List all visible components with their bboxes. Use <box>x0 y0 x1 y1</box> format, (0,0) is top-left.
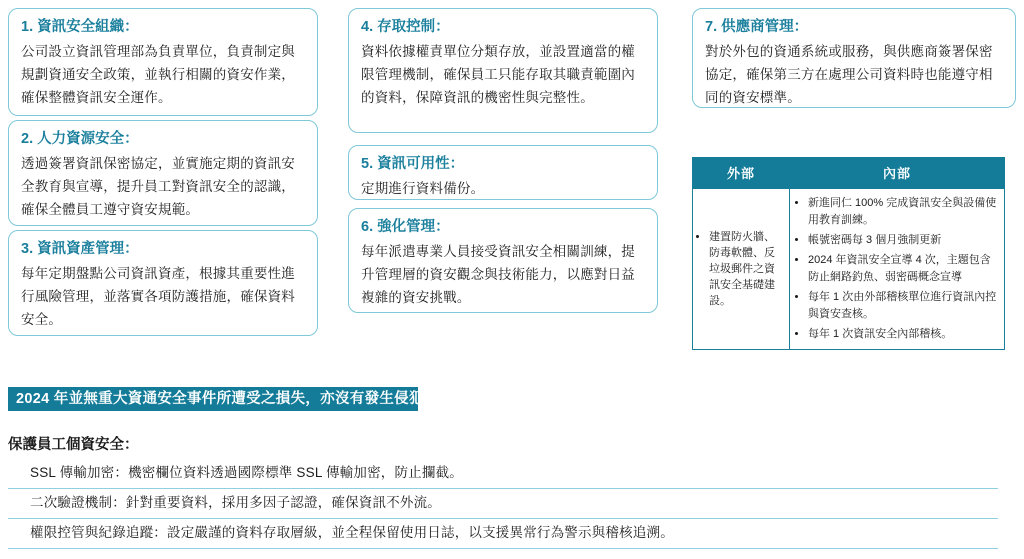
card-body: 定期進行資料備份。 <box>361 181 485 196</box>
card-title: 3. 資訊資產管理： <box>21 241 139 257</box>
card-body: 對於外包的資通系統或服務，與供應商簽署保密協定，確保第三方在處理公司資料時也能遵守相同的資安標準。 <box>705 44 993 105</box>
no-incident-banner: 2024 年並無重大資通安全事件所遭受之損失，亦沒有發生侵犯客戶隱私案件或投訴。 <box>8 387 418 411</box>
info-card-human-resource-security <box>8 120 318 226</box>
card-body: 每年派遣專業人員接受資訊安全相關訓練，提升管理層的資安觀念與技術能力，以應對日益複雜的資安挑戰。 <box>361 244 635 305</box>
list-item: • 新進同仁 100% 完成資訊安全與設備使用教育訓練。 <box>808 195 1000 229</box>
list-item: 權限控管與紀錄追蹤：設定嚴謹的資料存取層級，並全程保留使用日誌，以支援異常行為警示與稽核追溯。 <box>8 519 998 549</box>
info-card-management-enhancement <box>348 208 658 313</box>
list-item: • 帳號密碼每 3 個月強制更新 <box>808 232 1000 249</box>
security-measures-table <box>692 157 1005 350</box>
table-cell-internal <box>790 189 1005 350</box>
list-item: • 每年 1 次資訊安全內部稽核。 <box>808 326 1000 343</box>
employee-privacy-list <box>8 459 998 549</box>
info-card-access-control <box>348 8 658 133</box>
card-title: 6. 強化管理： <box>361 219 450 235</box>
card-title: 2. 人力資源安全： <box>21 131 139 147</box>
card-body: 資料依據權責單位分類存放，並設置適當的權限管理機制，確保員工只能存取其職責範圍內的資料，保障資訊的機密性與完整性。 <box>361 44 635 105</box>
list-item: SSL 傳輸加密：機密欄位資料透過國際標準 SSL 傳輸加密，防止攔截。 <box>8 459 998 489</box>
section-title-employee-privacy: 保護員工個資安全： <box>8 437 139 453</box>
info-card-information-availability <box>348 145 658 200</box>
table-row <box>693 189 1005 350</box>
card-body: 公司設立資訊管理部為負責單位，負責制定與規劃資通安全政策，並執行相關的資安作業，確保整體資訊安全運作。 <box>21 44 295 105</box>
table-header-row <box>693 158 1005 189</box>
card-title: 5. 資訊可用性： <box>361 156 465 172</box>
list-item: 二次驗證機制：針對重要資料，採用多因子認證，確保資訊不外流。 <box>8 489 998 519</box>
list-item: • 2024 年資訊安全宣導 4 次，主題包含防止網路釣魚、弱密碼概念宣導 <box>808 252 1000 286</box>
info-card-vendor-management <box>692 8 1016 108</box>
info-card-security-organization <box>8 8 318 116</box>
card-body: 透過簽署資訊保密協定，並實施定期的資訊安全教育與宣導，提升員工對資訊安全的認識，確保全體員工遵守資安規範。 <box>21 156 295 217</box>
list-item: • 建置防火牆、防毒軟體、反垃圾郵件之資訊安全基礎建設。 <box>709 229 785 309</box>
info-card-asset-management <box>8 230 318 336</box>
table-header-internal: 內部 <box>790 158 1005 189</box>
card-title: 1. 資訊安全組織： <box>21 19 139 35</box>
list-item: • 每年 1 次由外部稽核單位進行資訊內控與資安查核。 <box>808 289 1000 323</box>
table-cell-external <box>693 189 790 350</box>
table-header-external: 外部 <box>693 158 790 189</box>
card-title: 7. 供應商管理： <box>705 19 809 35</box>
card-title: 4. 存取控制： <box>361 19 450 35</box>
card-body: 每年定期盤點公司資訊資產，根據其重要性進行風險管理，並落實各項防護措施，確保資料安全。 <box>21 266 295 327</box>
